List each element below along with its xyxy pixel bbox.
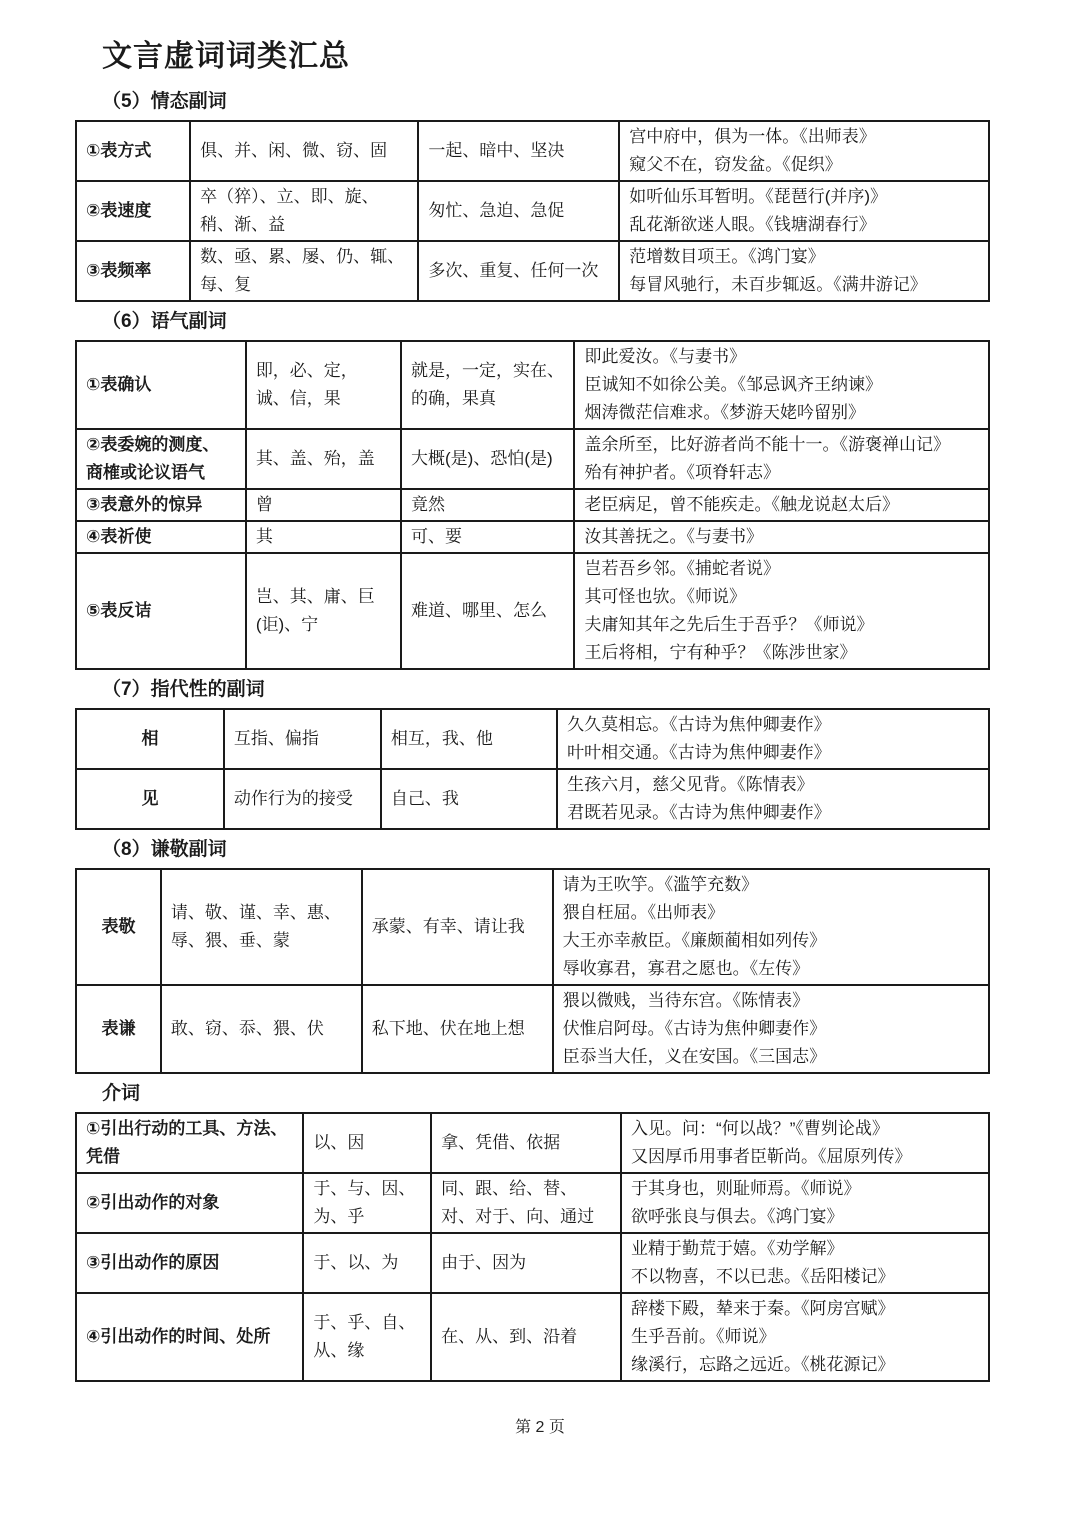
examples-cell xyxy=(553,869,989,985)
table-row xyxy=(76,869,989,985)
words-cell: 其、盖、殆，盖 xyxy=(246,429,401,489)
example-line: 即此爱汝。《与妻书》 xyxy=(584,347,746,366)
words-cell: 数、亟、累、屡、仍、辄、每、复 xyxy=(190,241,418,301)
examples-cell xyxy=(621,1293,989,1381)
category-cell: ③引出动作的原因 xyxy=(76,1233,303,1293)
table-row xyxy=(76,1233,989,1293)
examples-cell xyxy=(574,341,989,429)
examples-cell xyxy=(557,709,989,769)
vocab-table xyxy=(75,340,990,670)
meaning-cell: 在、从、到、沿着 xyxy=(431,1293,621,1381)
examples-cell xyxy=(621,1173,989,1233)
meaning-cell: 多次、重复、任何一次 xyxy=(418,241,619,301)
words-cell: 岂、其、庸、巨(讵)、宁 xyxy=(246,553,401,669)
words-cell: 即，必、定，诚、信，果 xyxy=(246,341,401,429)
vocab-table xyxy=(75,120,990,302)
section-heading: （7）指代性的副词 xyxy=(102,679,265,700)
examples-cell xyxy=(574,521,989,553)
words-cell: 卒（猝）、立、即、旋、稍、渐、益 xyxy=(190,181,418,241)
examples-cell xyxy=(621,1233,989,1293)
words-cell: 于、以、为 xyxy=(303,1233,431,1293)
meaning-cell: 竟然 xyxy=(401,489,574,521)
document-page xyxy=(75,0,990,1382)
example-line: 缘溪行，忘路之远近。《桃花源记》 xyxy=(631,1355,895,1374)
meaning-cell: 可、要 xyxy=(401,521,574,553)
words-cell: 以、因 xyxy=(303,1113,431,1173)
meaning-cell: 相互，我、他 xyxy=(381,709,557,769)
meaning-cell: 匆忙、急迫、急促 xyxy=(418,181,619,241)
category-cell: ①表方式 xyxy=(76,121,190,181)
section-humble-honorific-adverbs xyxy=(75,838,990,1074)
example-line: 其可怪也欤。《师说》 xyxy=(584,587,746,606)
example-line: 入见。问：“何以战？”《曹刿论战》 xyxy=(631,1119,889,1138)
meaning-cell: 就是，一定，实在、的确，果真 xyxy=(401,341,574,429)
words-cell: 互指、偏指 xyxy=(224,709,381,769)
meaning-cell: 同、跟、给、替、对、对于、向、通过 xyxy=(431,1173,621,1233)
category-cell: ①表确认 xyxy=(76,341,246,429)
table-row xyxy=(76,489,989,521)
category-cell: ④引出动作的时间、处所 xyxy=(76,1293,303,1381)
example-line: 久久莫相忘。《古诗为焦仲卿妻作》 xyxy=(567,715,831,734)
vocab-table xyxy=(75,1112,990,1382)
example-line: 猥自枉屈。《出师表》 xyxy=(562,903,725,922)
vocab-table xyxy=(75,868,990,1074)
table-row xyxy=(76,181,989,241)
section-heading: （8）谦敬副词 xyxy=(102,839,227,860)
section-heading: （6）语气副词 xyxy=(102,311,227,332)
words-cell: 于、乎、自、从、缘 xyxy=(303,1293,431,1381)
section-heading: （5）情态副词 xyxy=(102,91,227,112)
example-line: 于其身也，则耻师焉。《师说》 xyxy=(631,1179,861,1198)
example-line: 不以物喜，不以已悲。《岳阳楼记》 xyxy=(631,1267,895,1286)
examples-cell xyxy=(553,985,989,1073)
category-cell: ②表速度 xyxy=(76,181,190,241)
table-row xyxy=(76,709,989,769)
words-cell: 俱、并、闲、微、窃、固 xyxy=(190,121,418,181)
words-cell: 敢、窃、忝、猥、伏 xyxy=(161,985,362,1073)
example-line: 老臣病足，曾不能疾走。《触龙说赵太后》 xyxy=(584,495,899,514)
words-cell: 其 xyxy=(246,521,401,553)
category-cell: 见 xyxy=(76,769,224,829)
category-cell: ⑤表反诘 xyxy=(76,553,246,669)
meaning-cell: 大概(是)、恐怕(是) xyxy=(401,429,574,489)
category-cell: 表敬 xyxy=(76,869,161,985)
example-line: 臣忝当大任，义在安国。《三国志》 xyxy=(562,1047,827,1066)
vocab-table xyxy=(75,708,990,830)
words-cell: 动作行为的接受 xyxy=(224,769,381,829)
example-line: 欲呼张良与俱去。《鸿门宴》 xyxy=(631,1207,844,1226)
table-row xyxy=(76,341,989,429)
table-row xyxy=(76,1173,989,1233)
category-cell: ③表频率 xyxy=(76,241,190,301)
example-line: 叶叶相交通。《古诗为焦仲卿妻作》 xyxy=(567,743,831,762)
section-heading: 介词 xyxy=(102,1083,141,1104)
table-row xyxy=(76,1293,989,1381)
category-cell: ②引出动作的对象 xyxy=(76,1173,303,1233)
section-referential-adverbs xyxy=(75,678,990,830)
examples-cell xyxy=(619,241,989,301)
example-line: 范增数目项王。《鸿门宴》 xyxy=(629,247,825,266)
words-cell: 于、与、因、为、乎 xyxy=(303,1173,431,1233)
meaning-cell: 自己、我 xyxy=(381,769,557,829)
examples-cell xyxy=(557,769,989,829)
example-line: 夫庸知其年之先后生于吾乎？《师说》 xyxy=(584,615,874,634)
meaning-cell: 拿、凭借、依据 xyxy=(431,1113,621,1173)
category-cell: 相 xyxy=(76,709,224,769)
meaning-cell: 难道、哪里、怎么 xyxy=(401,553,574,669)
example-line: 岂若吾乡邻。《捕蛇者说》 xyxy=(584,559,780,578)
examples-cell xyxy=(574,553,989,669)
table-row xyxy=(76,1113,989,1173)
example-line: 生孩六月，慈父见背。《陈情表》 xyxy=(567,775,814,794)
examples-cell xyxy=(574,489,989,521)
section-modal-adverbs xyxy=(75,90,990,302)
category-cell: ①引出行动的工具、方法、凭借 xyxy=(76,1113,303,1173)
example-line: 盖余所至，比好游者尚不能十一。《游褒禅山记》 xyxy=(584,435,950,454)
table-row xyxy=(76,241,989,301)
page-footer: 第 2 页 xyxy=(515,1419,565,1436)
meaning-cell: 一起、暗中、坚决 xyxy=(418,121,619,181)
meaning-cell: 由于、因为 xyxy=(431,1233,621,1293)
meaning-cell: 承蒙、有幸、请让我 xyxy=(362,869,553,985)
category-cell: ④表祈使 xyxy=(76,521,246,553)
example-line: 臣诚知不如徐公美。《邹忌讽齐王纳谏》 xyxy=(584,375,882,394)
example-line: 王后将相，宁有种乎？《陈涉世家》 xyxy=(584,643,857,662)
section-tone-adverbs xyxy=(75,310,990,670)
examples-cell xyxy=(619,121,989,181)
example-line: 宫中府中，俱为一体。《出师表》 xyxy=(629,127,876,146)
example-line: 乱花渐欲迷人眼。《钱塘湖春行》 xyxy=(629,215,876,234)
table-row xyxy=(76,553,989,669)
example-line: 辱收寡君，寡君之愿也。《左传》 xyxy=(562,959,810,978)
examples-cell xyxy=(621,1113,989,1173)
table-row xyxy=(76,985,989,1073)
category-cell: ③表意外的惊异 xyxy=(76,489,246,521)
example-line: 殆有神护者。《项脊轩志》 xyxy=(584,463,780,482)
table-row xyxy=(76,769,989,829)
table-row xyxy=(76,429,989,489)
table-row xyxy=(76,121,989,181)
example-line: 业精于勤荒于嬉。《劝学解》 xyxy=(631,1239,844,1258)
page-title: 文言虚词词类汇总 xyxy=(102,40,350,73)
example-line: 窥父不在，窃发盆。《促织》 xyxy=(629,155,842,174)
example-line: 烟涛微茫信难求。《梦游天姥吟留别》 xyxy=(584,403,865,422)
category-cell: ②表委婉的测度、商榷或论议语气 xyxy=(76,429,246,489)
example-line: 君既若见录。《古诗为焦仲卿妻作》 xyxy=(567,803,831,822)
example-line: 如听仙乐耳暂明。《琵琶行(并序)》 xyxy=(629,187,888,206)
example-line: 又因厚币用事者臣靳尚。《屈原列传》 xyxy=(631,1147,912,1166)
words-cell: 请、敬、谨、幸、惠、辱、猥、垂、蒙 xyxy=(161,869,362,985)
example-line: 汝其善抚之。《与妻书》 xyxy=(584,527,763,546)
examples-cell xyxy=(619,181,989,241)
examples-cell xyxy=(574,429,989,489)
table-row xyxy=(76,521,989,553)
example-line: 猥以微贱，当待东宫。《陈情表》 xyxy=(562,991,810,1010)
example-line: 大王亦幸赦臣。《廉颇蔺相如列传》 xyxy=(562,931,827,950)
words-cell: 曾 xyxy=(246,489,401,521)
example-line: 每冒风驰行，未百步辄返。《满井游记》 xyxy=(629,275,927,294)
example-line: 辞楼下殿，辇来于秦。《阿房宫赋》 xyxy=(631,1299,895,1318)
category-cell: 表谦 xyxy=(76,985,161,1073)
section-prepositions xyxy=(75,1082,990,1382)
example-line: 生乎吾前。《师说》 xyxy=(631,1327,776,1346)
example-line: 请为王吹竽。《滥竽充数》 xyxy=(562,875,759,894)
example-line: 伏惟启阿母。《古诗为焦仲卿妻作》 xyxy=(562,1019,827,1038)
meaning-cell: 私下地、伏在地上想 xyxy=(362,985,553,1073)
